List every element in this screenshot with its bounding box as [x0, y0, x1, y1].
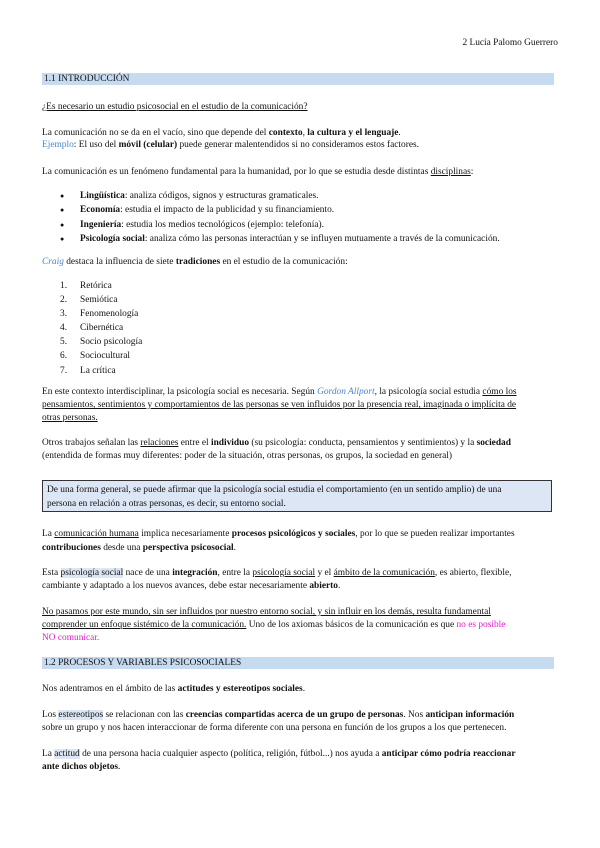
definition-box — [42, 480, 552, 512]
list-desc: : estudia los medios tecnológicos (ejemplo: telefonía). — [121, 219, 324, 230]
underlined-psicologia-social: psicología social — [252, 568, 316, 578]
list-text: Sociocultural — [80, 351, 130, 362]
text-run: de una persona hacia cualquier aspecto (política, religión, fútbol...) nos ayuda a — [79, 749, 382, 759]
text-run: nace de una — [123, 568, 173, 578]
underlined-enfoque: comprender un enfoque sistémico de la comunicación. — [42, 620, 247, 630]
text-run: Esta — [42, 568, 61, 578]
underlined-relaciones: relaciones — [140, 438, 179, 448]
text-run: En este contexto interdisciplinar, la psicología social es necesaria. Según — [42, 387, 318, 397]
text-run: La comunicación es un fenómeno fundamental para la humanidad, por lo que se estudia desde distintas — [42, 167, 431, 177]
text-run: . — [233, 543, 237, 553]
bold-anticipan: anticipan información — [425, 710, 515, 720]
list-item — [60, 365, 142, 379]
paragraph-disciplines — [42, 166, 554, 179]
paragraph-allport-line2: pensamientos, sentimientos y comportamientos de las personas se ven influidos por la presencia real, imaginada o implícita de — [42, 400, 517, 410]
paragraph-relations-line1 — [42, 437, 554, 450]
list-number: 2. — [60, 295, 68, 306]
list-item — [60, 190, 550, 204]
list-item — [60, 308, 142, 322]
author-allport: Gordon Allport — [317, 387, 375, 397]
section-heading-introduccion: 1.1 INTRODUCCIÓN — [42, 73, 554, 85]
example-label: Ejemplo — [42, 140, 74, 150]
box-line: De una forma general, se puede afirmar que la psicología social estudia el comportamiento (en un sentido amplio) de una — [47, 485, 502, 495]
paragraph-human-communication-line2 — [42, 542, 554, 555]
list-item — [60, 336, 142, 350]
paragraph-allport-line3: otras personas. — [42, 413, 98, 423]
text-run: . Nos — [403, 710, 426, 720]
bold-procesos: procesos psicológicos y sociales — [231, 529, 356, 539]
list-item — [60, 233, 550, 247]
magenta-no-es-posible: no es posible — [456, 620, 506, 630]
traditions-list — [60, 280, 142, 379]
list-term: Ingeniería — [80, 219, 122, 230]
author-craig: Craig — [42, 257, 64, 267]
text-run: La — [42, 749, 55, 759]
bold-dichos-objetos: ante dichos objetos — [42, 762, 119, 772]
text-run: Nos adentramos en el ámbito de las — [42, 684, 178, 694]
paragraph-example — [42, 139, 554, 152]
list-number: 3. — [60, 309, 68, 320]
bold-creencias: creencias compartidas acerca de un grupo de personas — [185, 710, 404, 720]
paragraph-allport-line1 — [42, 386, 554, 399]
text-run: Otros trabajos señalan las — [42, 438, 141, 448]
highlighted-actitud: actitud — [54, 749, 80, 759]
bold-contribuciones: contribuciones — [42, 543, 101, 553]
text-run: : El uso del — [73, 140, 119, 150]
text-run: se relacionan con las — [103, 710, 186, 720]
underlined-text: cómo los — [482, 387, 517, 397]
text-run: , entre la — [217, 568, 253, 578]
list-term: Economía — [80, 205, 121, 216]
text-run: en el estudio de la comunicación: — [220, 257, 348, 267]
text-run: . — [118, 762, 121, 772]
paragraph-axiom-line1: No pasamos por este mundo, sin ser influidos por nuestro entorno social, y sin influir en los demás, resulta fundamental — [42, 607, 491, 617]
bold-tradiciones: tradiciones — [175, 257, 221, 267]
bold-individuo: individuo — [210, 438, 250, 448]
text-run: . — [302, 684, 306, 694]
highlighted-estereotipos: estereotipos — [58, 710, 104, 720]
list-text: Semiótica — [80, 295, 118, 306]
bold-integracion: integración — [172, 568, 218, 578]
text-run: Los — [42, 710, 59, 720]
text-run: , la psicología social estudia — [374, 387, 483, 397]
paragraph-attitudes — [42, 683, 554, 696]
question-line: ¿Es necesario un estudio psicosocial en el estudio de la comunicación? — [42, 102, 308, 112]
paragraph-integration-line1 — [42, 567, 554, 580]
text-run: (su psicología: conducta, pensamientos y sentimientos) y la — [249, 438, 477, 448]
bold-abierto: abierto — [309, 581, 338, 591]
list-term: Lingüística — [80, 191, 125, 201]
paragraph-attitude-line1 — [42, 748, 554, 761]
text-run: , es abierto, flexible, — [434, 568, 512, 578]
list-text: La crítica — [80, 365, 116, 376]
list-number: 5. — [60, 337, 68, 348]
bold-context: contexto — [268, 128, 303, 138]
underlined-disciplinas: disciplinas — [430, 167, 471, 177]
list-number: 6. — [60, 351, 68, 362]
list-text: Socio psicología — [80, 337, 143, 348]
paragraph-integration-line2 — [42, 580, 554, 593]
list-number: 4. — [60, 323, 68, 334]
text-run: puede generar malentendidos si no consideramos estos factores. — [177, 140, 419, 150]
paragraph-stereotypes-line2: sobre un grupo y nos hacen interaccionar de forma diferente con una persona en función de los grupos a los que pertenecen. — [42, 723, 507, 733]
list-number: 7. — [60, 365, 68, 376]
paragraph-craig — [42, 256, 554, 269]
bold-movil: móvil (celular) — [118, 140, 178, 150]
paragraph-attitude-line2 — [42, 761, 554, 774]
list-item — [60, 350, 142, 364]
text-run: destaca la influencia de siete — [63, 257, 176, 267]
text-run: , por lo que se pueden realizar importantes — [355, 529, 515, 539]
text-run: La — [42, 529, 55, 539]
text-run: cambiante y adaptado a los nuevos avances, debe estar necesariamente — [42, 581, 310, 591]
highlighted-psicologia-social: psicología social — [60, 568, 124, 578]
list-item — [60, 204, 550, 218]
bold-perspectiva: perspectiva psicosocial — [142, 543, 234, 553]
section-heading-procesos: 1.2 PROCESOS Y VARIABLES PSICOSOCIALES — [42, 657, 554, 669]
list-desc: : analiza cómo las personas interactúan y se influyen mutuamente a través de la comunicación. — [144, 233, 500, 244]
bold-sociedad: sociedad — [476, 438, 511, 448]
bold-actitudes: actitudes y estereotipos sociales — [177, 684, 303, 694]
text-run: . — [398, 128, 401, 138]
list-item — [60, 322, 142, 336]
text-run: y el — [315, 568, 334, 578]
paragraph-axiom-line3: NO comunicar. — [42, 633, 100, 643]
list-text: Retórica — [80, 281, 112, 291]
list-item — [60, 219, 550, 233]
list-text: Cibernética — [80, 323, 124, 334]
paragraph-axiom-line2 — [42, 619, 554, 632]
list-term: Psicología social — [80, 233, 145, 244]
list-desc: : analiza códigos, signos y estructuras gramaticales. — [124, 191, 319, 201]
paragraph-human-communication-line1 — [42, 528, 554, 541]
text-run: La comunicación no se da en el vacío, sino que depende del — [42, 128, 269, 138]
underlined-comunicacion-humana: comunicación humana — [54, 529, 139, 539]
box-line: persona en relación a otras personas, es decir, su entorno social. — [47, 498, 286, 509]
list-desc: : estudia el impacto de la publicidad y su financiamiento. — [120, 205, 335, 216]
disciplines-list — [60, 190, 550, 247]
paragraph-relations-line2: (entendida de formas muy diferentes: poder de la situación, otras personas, os grupos, la sociedad en general) — [42, 451, 453, 461]
text-run: entre el — [178, 438, 211, 448]
text-run: , — [302, 128, 308, 138]
list-number: 1. — [60, 281, 68, 291]
text-run: desde una — [100, 543, 143, 553]
list-item — [60, 280, 142, 294]
paragraph-stereotypes-line1 — [42, 709, 554, 722]
list-text: Fenomenología — [80, 309, 139, 320]
text-run: implica necesariamente — [138, 529, 232, 539]
list-item — [60, 294, 142, 308]
underlined-ambito: ámbito de la comunicación — [333, 568, 435, 578]
bold-culture: la cultura y el lenguaje — [307, 128, 399, 138]
text-run: Uno de los axiomas básicos de la comunicación es que — [246, 620, 457, 630]
bold-anticipar: anticipar cómo podría reaccionar — [381, 749, 516, 759]
text-run: . — [337, 581, 341, 591]
page-header-author: 2 Lucía Palomo Guerrero — [462, 38, 558, 48]
text-run: : — [470, 167, 474, 177]
